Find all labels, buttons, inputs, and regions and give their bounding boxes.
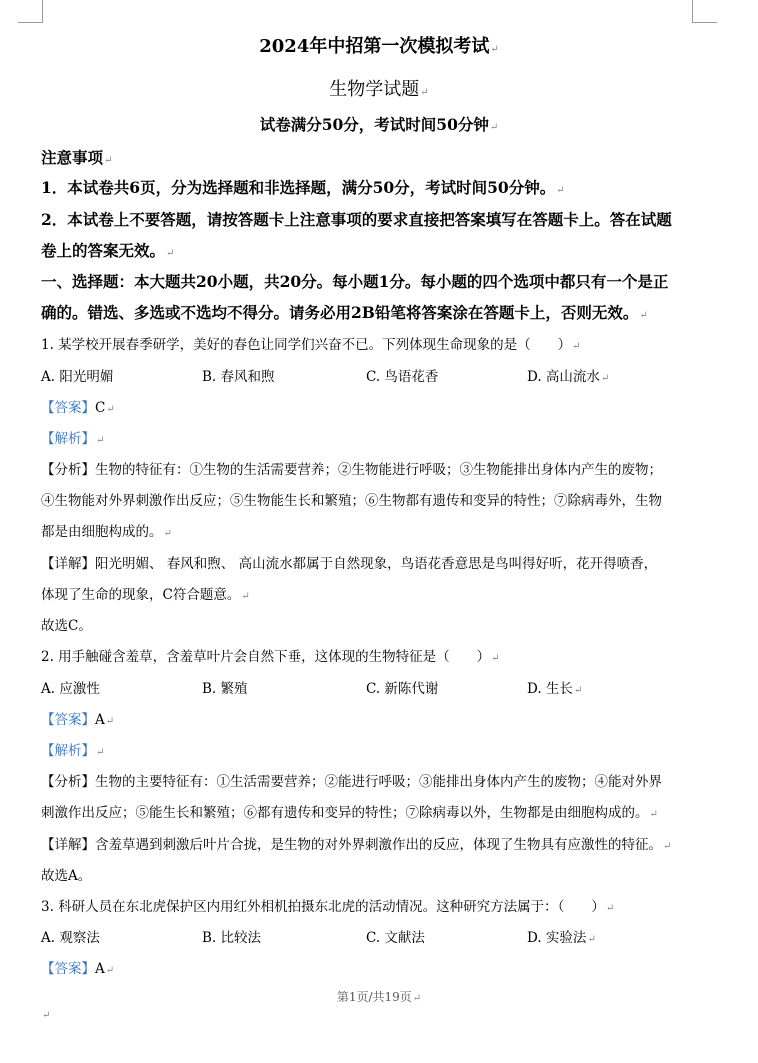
q2-analysis-line-2 [41,801,658,821]
note-1 [41,176,565,198]
q2-option-d-text: D. 生长 [527,681,573,697]
q1-detail-line-1: 【详解】阳光明媚、 春风和煦、 高山流水都属于自然现象，鸟语花香意思是鸟叫得好听，花开得喷香， [41,556,658,572]
q3-stem [41,895,614,915]
subject-title [0,75,758,101]
q2-analysis-line-1: 【分析】生物的主要特征有：①生活需要营养；②能进行呼吸；③能排出身体内产生的废物；④能对外界 [41,774,662,790]
q1-conclusion: 故选C。 [41,618,92,634]
q3-answer-value: A [95,961,105,977]
exam-info [0,113,758,135]
note-2-line-2-text: 卷上的答案无效。 [41,241,166,260]
q3-answer [41,957,114,977]
subject-title-text: 生物学试题 [329,79,420,100]
q3-stem-text: 3. 科研人员在东北虎保护区内用红外相机拍摄东北虎的活动情况。这种研究方法属于：（ ） [41,899,605,915]
section-1-line-2-text: 确的。错选、多选或不选均不得分。请务必用2B铅笔将答案涂在答题卡上，否则无效。 [41,303,639,322]
q1-stem [41,333,581,353]
analysis-tag: 【解析】 [41,743,95,759]
answer-tag: 【答案】 [41,400,95,416]
paragraph-mark: ↵ [420,87,429,98]
q1-answer [41,396,115,416]
q2-stem-text: 2. 用手触碰含羞草，含羞草叶片会自然下垂，这体现的生物特征是（ ） [41,649,491,665]
page-corner-mark-right [692,0,717,23]
paragraph-mark: ↵ [105,716,115,727]
paragraph-mark: ↵ [96,747,105,758]
q2-option-c: C. 新陈代谢 [366,681,439,697]
note-1-text: 1．本试卷共6页，分为选择题和非选择题，满分50分，考试时间50分钟。 [41,178,556,197]
q1-option-a: A. 阳光明媚 [41,369,114,385]
exam-info-text: 试卷满分50分，考试时间50分钟 [259,115,489,134]
q3-option-d-text: D. 实验法 [527,930,587,946]
paragraph-mark: ↵ [587,934,596,945]
q3-option-b: B. 比较法 [202,930,262,946]
q2-option-a: A. 应激性 [41,681,100,697]
answer-tag: 【答案】 [41,712,95,728]
q2-answer [41,708,114,728]
q1-detail-line-2 [41,583,250,603]
paragraph-mark: ↵ [105,965,115,976]
paragraph-mark: ↵ [605,903,615,914]
q1-option-b: B. 春风和煦 [202,369,275,385]
q2-option-b: B. 繁殖 [202,681,248,697]
paragraph-mark: ↵ [163,528,172,539]
q2-option-d [527,677,582,697]
section-1-line-1: 一、选择题：本大题共20小题，共20分。每小题1分。每小题的四个选项中都只有一个是正 [41,272,669,291]
paragraph-mark: ↵ [412,993,422,1004]
paragraph-mark: ↵ [491,653,500,664]
page-number-text: 第1页/共19页 [336,990,412,1004]
exam-title [0,32,758,58]
q2-detail-line-1-text: 【详解】含羞草遇到刺激后叶片合拢，是生物的对外界刺激作出的反应，体现了生物具有应激性的特征。 [41,837,662,853]
q3-option-d [527,926,596,946]
paragraph-mark: ↵ [96,435,105,446]
notes-heading [41,146,112,168]
q1-stem-text: 1. 某学校开展春季研学，美好的春色让同学们兴奋不已。下列体现生命现象的是（ ） [41,337,572,353]
q1-detail-line-2-text: 体现了生命的现象，C符合题意。 [41,587,241,603]
q2-conclusion: 故选A。 [41,868,92,884]
page-footer [0,988,758,1005]
q2-analysis-line-2-text: 刺激作出反应；⑤能生长和繁殖；⑥都有遗传和变异的特性；⑦除病毒以外，生物都是由细胞构成的。 [41,805,649,821]
analysis-tag: 【解析】 [41,431,95,447]
q2-detail-line-1 [41,833,671,853]
paragraph-mark: ↵ [241,591,250,602]
paragraph-mark: ↵ [556,185,565,196]
paragraph-mark: ↵ [490,44,499,55]
q1-analysis-line-2: ④生物能对外界刺激作出反应；⑤生物能生长和繁殖；⑥生物都有遗传和变异的特性；⑦除病毒外，生物 [41,493,662,509]
answer-tag: 【答案】 [41,961,95,977]
paragraph-mark: ↵ [600,373,610,384]
page-corner-mark-left [18,0,43,23]
trailing-paragraph [41,1003,50,1022]
q1-option-c: C. 鸟语花香 [366,369,439,385]
paragraph-mark: ↵ [639,310,648,321]
q1-analysis-line-1: 【分析】生物的特征有：①生物的生活需要营养；②生物能进行呼吸；③生物能排出身体内产生的废物； [41,462,662,478]
q2-stem [41,645,500,665]
q1-answer-value: C [95,400,106,416]
exam-title-text: 2024年中招第一次模拟考试 [259,36,490,57]
q1-option-d-text: D. 高山流水 [527,369,600,385]
section-1-line-2 [41,301,648,323]
note-2-line-1: 2．本试卷上不要答题，请按答题卡上注意事项的要求直接把答案填写在答题卡上。答在试题 [41,210,672,229]
paragraph-mark: ↵ [489,122,499,133]
q1-analysis-line-3-text: 都是由细胞构成的。 [41,524,163,540]
q1-analysis-line-3 [41,520,172,540]
paragraph-mark: ↵ [649,809,658,820]
q2-answer-value: A [95,712,105,728]
q1-option-d [527,365,609,385]
paragraph-mark: ↵ [572,341,581,352]
q3-option-c: C. 文献法 [366,930,425,946]
note-2-line-2 [41,239,174,261]
paragraph-mark: ↵ [104,155,113,166]
paragraph-mark: ↵ [42,1010,51,1021]
q3-option-a: A. 观察法 [41,930,100,946]
paragraph-mark: ↵ [573,685,583,696]
paragraph-mark: ↵ [663,841,672,852]
paragraph-mark: ↵ [106,404,115,415]
q2-analysis-tag [41,739,104,759]
paragraph-mark: ↵ [166,248,175,259]
q1-analysis-tag [41,427,104,447]
notes-heading-text: 注意事项 [41,148,104,167]
